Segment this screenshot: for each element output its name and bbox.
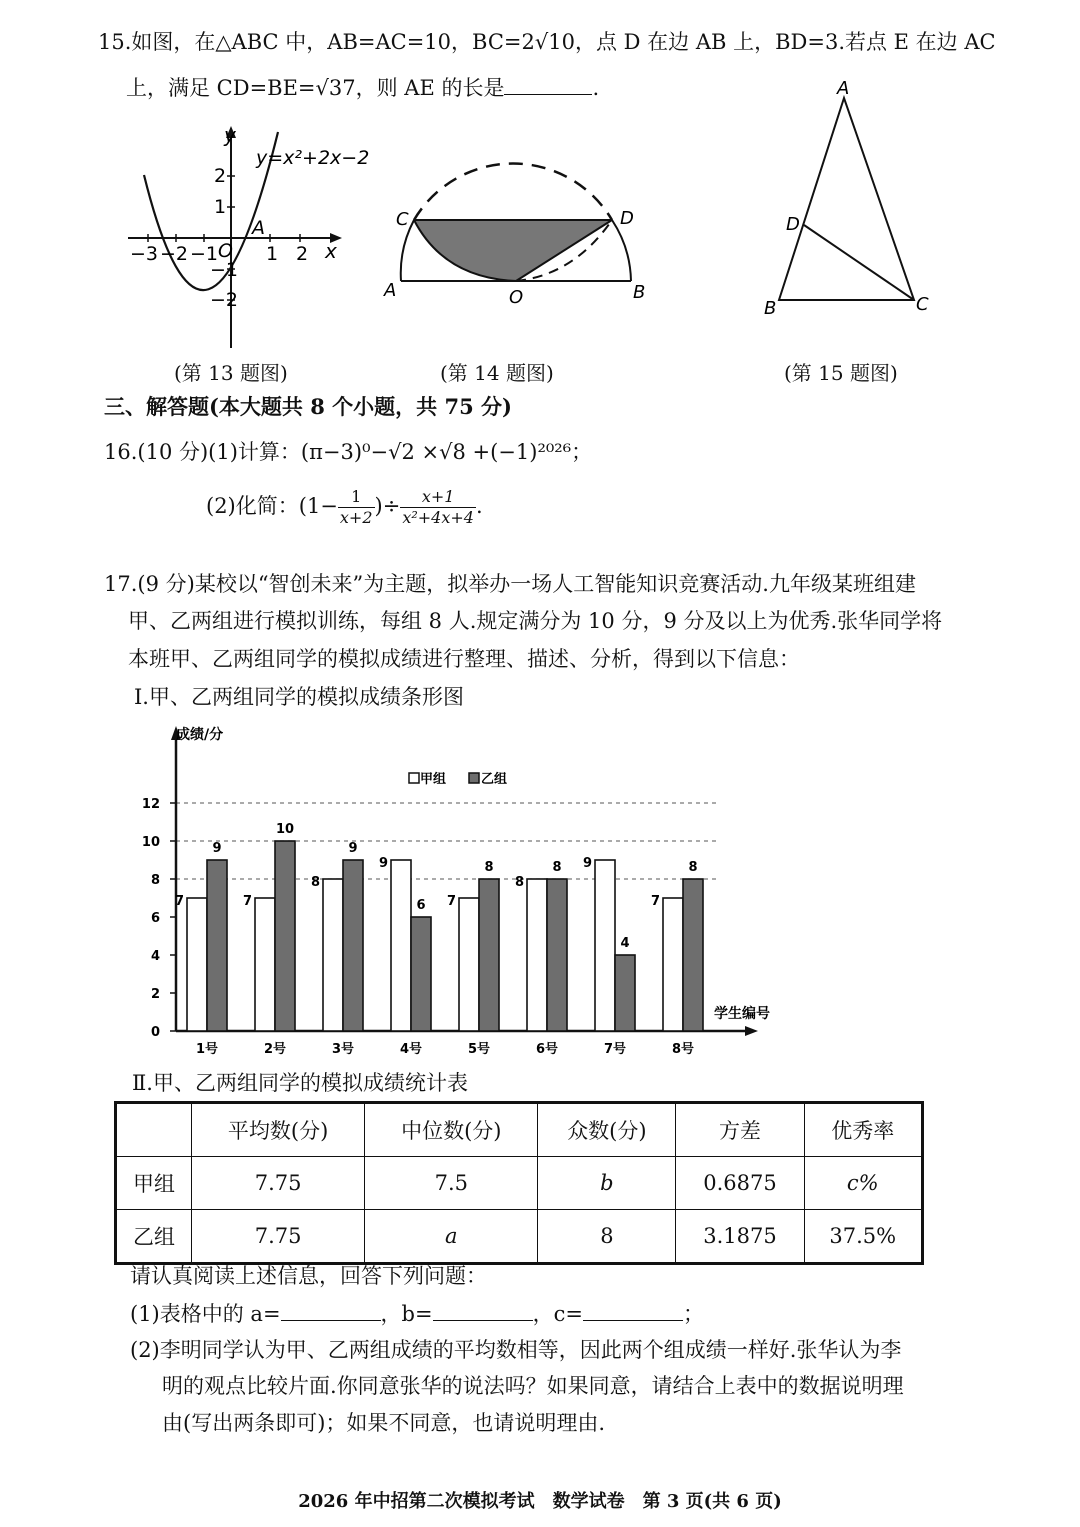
q17-sub2-line1: (2)李明同学认为甲、乙两组成绩的平均数相等，因此两个组成绩一样好.张华认为李 (130, 1338, 902, 1362)
bar-yi (615, 955, 635, 1031)
table-cell: 7.75 (192, 1157, 365, 1210)
bar-jia (187, 898, 207, 1031)
q16-part2-prefix: (2)化简：(1− (206, 494, 338, 518)
y-tick-label: 4 (150, 949, 160, 964)
bar-value-label: 10 (275, 822, 295, 837)
chart-x-axis-title: 学生编号 (714, 1006, 770, 1022)
fig13-x-label: x (325, 239, 337, 263)
table-row (116, 1157, 923, 1210)
bar-jia (323, 879, 343, 1031)
bar-value-label: 9 (378, 856, 388, 871)
sub1-b-label: ，b= (380, 1302, 433, 1326)
x-category-label: 3号 (331, 1042, 355, 1057)
stats-table (114, 1101, 924, 1265)
q16-fraction-1 (338, 487, 375, 528)
bar-value-label: 8 (484, 860, 494, 875)
fig14-label-o: O (509, 287, 524, 308)
bar-jia (663, 898, 683, 1031)
x-category-label: 5号 (467, 1042, 491, 1057)
score-bar-chart (120, 720, 800, 1070)
x-category-label: 8号 (671, 1042, 695, 1057)
bar-value-label: 9 (582, 856, 592, 871)
table-header-cell: 优秀率 (804, 1103, 923, 1157)
table-cell: 8 (538, 1210, 676, 1264)
y-tick-label: 12 (141, 797, 160, 812)
chart-legend (409, 771, 507, 787)
x-category-label: 1号 (195, 1042, 219, 1057)
fig13-xtick: −3 (130, 243, 159, 265)
q17-part1-title: Ⅰ.甲、乙两组同学的模拟成绩条形图 (134, 685, 464, 709)
fig13-origin: O (218, 240, 233, 262)
fig14-label-b: B (633, 282, 646, 303)
legend-label-yi: 乙组 (481, 772, 508, 787)
table-row (116, 1210, 923, 1264)
bar-value-label: 8 (514, 875, 524, 890)
q15-line2-text: 上，满足 CD=BE=√37，则 AE 的长是 (126, 76, 505, 100)
bar-yi (479, 879, 499, 1031)
bar-yi (683, 879, 703, 1031)
fig13-ytick: 2 (214, 165, 227, 187)
fig13-ytick: −2 (210, 289, 239, 311)
q17-intro-line1: 17.(9 分)某校以“智创未来”为主题，拟举办一场人工智能知识竞赛活动.九年级某班组建 (104, 572, 916, 596)
fig15-caption: (第 15 题图) (784, 361, 898, 385)
bar-value-label: 9 (348, 841, 358, 856)
q17-sub2-line3: 由(写出两条即可)；如果不同意，也请说明理由. (162, 1411, 606, 1435)
q16-part1: 16.(10 分)(1)计算：(π−3)⁰−√2 ×√8 +(−1)²⁰²⁶； (104, 440, 593, 464)
answer-blank-a (281, 1300, 381, 1321)
y-tick-label: 8 (150, 873, 160, 888)
bar-yi (411, 917, 431, 1031)
bar-value-label: 7 (242, 894, 252, 909)
table-header-cell: 中位数(分) (365, 1103, 538, 1157)
table-header-cell: 众数(分) (538, 1103, 676, 1157)
legend-swatch-yi (469, 773, 479, 783)
fig13-xtick: −2 (160, 243, 189, 265)
fig14-caption: (第 14 题图) (440, 361, 554, 385)
fig13-equation: y=x²+2x−2 (256, 147, 370, 169)
table-cell: c% (804, 1157, 923, 1210)
table-cell: 0.6875 (676, 1157, 804, 1210)
figure-13-parabola (120, 120, 370, 360)
fig15-label-b: B (764, 298, 777, 319)
fig13-ytick: −1 (210, 259, 239, 281)
answer-blank-c (583, 1300, 683, 1321)
figure-14-semicircle (378, 150, 668, 315)
sub1-end: ； (682, 1302, 704, 1326)
bar-value-label: 9 (212, 841, 222, 856)
q17-intro-line3: 本班甲、乙两组同学的模拟成绩进行整理、描述、分析，得到以下信息： (128, 647, 800, 671)
q15-line2 (126, 73, 599, 103)
q17-intro-line2: 甲、乙两组进行模拟训练，每组 8 人.规定满分为 10 分，9 分及以上为优秀.张华同学将 (128, 609, 943, 633)
legend-swatch-jia (409, 773, 419, 783)
table-cell: 7.75 (192, 1210, 365, 1264)
answer-blank-b (433, 1300, 533, 1321)
table-header-cell: 方差 (676, 1103, 804, 1157)
table-header-cell: 平均数(分) (192, 1103, 365, 1157)
bar-jia (391, 860, 411, 1031)
bar-value-label: 8 (310, 875, 320, 890)
fig15-label-a: A (837, 78, 850, 99)
fraction-2-denominator: x²+4x+4 (402, 508, 474, 527)
fig13-y-label: y (224, 123, 236, 147)
page-footer: 2026 年中招第二次模拟考试 数学试卷 第 3 页(共 6 页) (298, 1491, 782, 1512)
fraction-2-numerator: x+1 (400, 487, 476, 508)
x-category-label: 6号 (535, 1042, 559, 1057)
table-cell: a (365, 1210, 538, 1264)
fig14-label-a: A (384, 280, 397, 301)
table-header-cell (116, 1103, 192, 1157)
x-axis-arrow (745, 1026, 758, 1036)
q16-part2 (206, 482, 483, 530)
table-header-row (116, 1103, 923, 1157)
fig15-label-d: D (786, 214, 800, 235)
bar-yi (547, 879, 567, 1031)
y-tick-label: 2 (150, 987, 160, 1002)
bar-yi (207, 860, 227, 1031)
q15-line1: 15.如图，在△ABC 中，AB=AC=10，BC=2√10，点 D 在边 AB 上，BD=3.若点 E 在边 AC (98, 30, 996, 54)
fig14-label-d: D (620, 208, 634, 229)
fig13-xtick: 1 (266, 243, 279, 265)
bar-yi (275, 841, 295, 1031)
chart-y-axis-title: 成绩/分 (176, 727, 224, 743)
bar-value-label: 7 (446, 894, 456, 909)
q15-answer-blank (504, 74, 592, 95)
bar-yi (343, 860, 363, 1031)
sub1-c-label: ，c= (532, 1302, 583, 1326)
q16-part2-mid: )÷ (374, 494, 401, 518)
bar-jia (255, 898, 275, 1031)
q16-fraction-2 (400, 487, 476, 528)
bar-jia (595, 860, 615, 1031)
bar-value-label: 8 (552, 860, 562, 875)
fig13-xtick: −1 (190, 243, 219, 265)
table-cell: 乙组 (116, 1210, 192, 1264)
y-tick-label: 0 (150, 1025, 160, 1040)
q15-line2-end: . (592, 76, 600, 100)
table-cell: 甲组 (116, 1157, 192, 1210)
sub1-prefix: (1)表格中的 a= (130, 1302, 281, 1326)
x-category-label: 7号 (603, 1042, 627, 1057)
y-tick-label: 6 (150, 911, 160, 926)
legend-label-jia: 甲组 (420, 772, 447, 787)
y-tick-label: 10 (141, 835, 160, 850)
bar-jia (527, 879, 547, 1031)
bar-value-label: 7 (650, 894, 660, 909)
x-category-label: 2号 (263, 1042, 287, 1057)
section-3-title: 三、解答题(本大题共 8 个小题，共 75 分) (104, 394, 512, 419)
table-cell: b (538, 1157, 676, 1210)
fig13-xtick: 2 (296, 243, 309, 265)
q17-sub1 (130, 1299, 704, 1329)
x-category-label: 4号 (399, 1042, 423, 1057)
table-cell: 3.1875 (676, 1210, 804, 1264)
q16-part2-end: . (475, 494, 483, 518)
bar-value-label: 6 (416, 898, 426, 913)
q17-instruction: 请认真阅读上述信息，回答下列问题： (130, 1264, 487, 1288)
fig13-point-a: A (252, 217, 265, 239)
bar-jia (459, 898, 479, 1031)
fraction-1-numerator: 1 (338, 487, 375, 508)
bar-value-label: 7 (174, 894, 184, 909)
figure-15-triangle (752, 70, 952, 325)
table-cell: 7.5 (365, 1157, 538, 1210)
bar-value-label: 8 (688, 860, 698, 875)
q17-part2-title: Ⅱ.甲、乙两组同学的模拟成绩统计表 (132, 1071, 468, 1095)
fig13-caption: (第 13 题图) (174, 361, 288, 385)
q17-sub2-line2: 明的观点比较片面.你同意张华的说法吗？如果同意，请结合上表中的数据说明理 (162, 1374, 904, 1398)
fraction-1-denominator: x+2 (339, 508, 373, 527)
fig13-ytick: 1 (214, 196, 227, 218)
table-cell: 37.5% (804, 1210, 923, 1264)
fig15-label-c: C (916, 294, 929, 315)
bar-value-label: 4 (620, 936, 630, 951)
fig14-label-c: C (396, 209, 409, 230)
